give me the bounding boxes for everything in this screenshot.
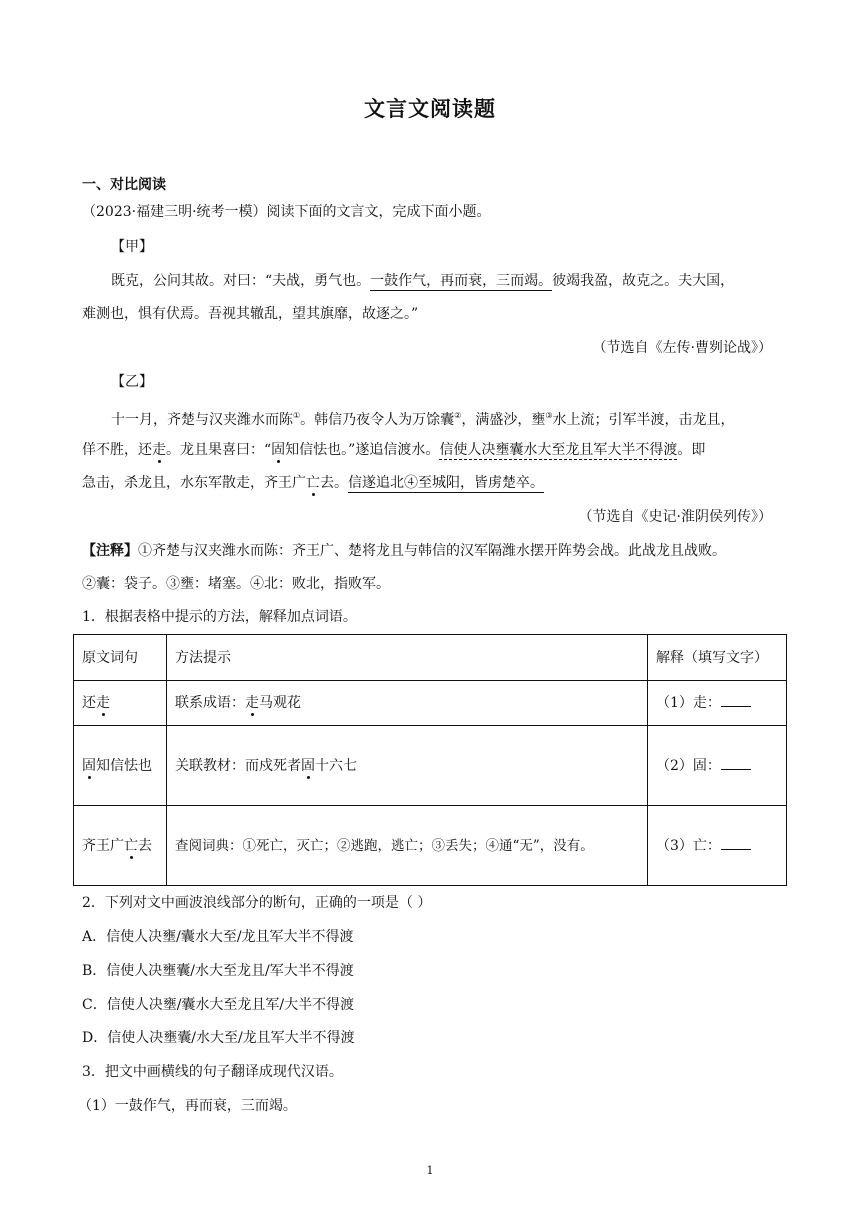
option-a[interactable]: A．信使人决壅/囊水大至/龙且军大半不得渡 [82,929,354,945]
passage-jia-line2: 难测也，惧有伏焉。吾视其辙乱，望其旗靡，故逐之。” [82,306,419,322]
dotted-word: 固 [271,442,286,458]
note-marker: ② [454,411,462,420]
dotted-word: 亡 [306,475,320,491]
option-b[interactable]: B．信使人决壅囊/水大至龙且/军大半不得渡 [82,963,354,979]
passage-text: 既克，公问其故。对曰：“夫战，勇气也。 [111,273,371,289]
question-3-stem: 3．把文中画横线的句子翻译成现代汉语。 [82,1064,343,1080]
original-phrase-cell [74,726,167,806]
passage-text: 彼竭我盈，故克之。夫大国， [552,273,735,289]
dotted-word: 固 [82,757,96,774]
table-header-cell: 方法提示 [167,635,648,681]
dotted-word: 走 [152,442,166,458]
note-marker: ① [293,411,301,420]
section-heading: 一、对比阅读 [82,177,166,193]
table-header-row [74,635,787,681]
passage-text: 急击，杀龙且，水东军散走，齐王广 [82,475,306,491]
passage-text: ，满盛沙，壅 [461,412,546,428]
method-hint-cell [167,806,648,886]
passage-yi-source: （节选自《史记·淮阴侯列传》） [578,509,772,525]
dotted-word: 走 [245,695,259,711]
table-header-cell: 解释（填写文字） [648,635,787,681]
answer-cell[interactable] [648,806,787,886]
answer-label: （3）亡： [656,837,721,854]
passage-text: 。即 [677,442,706,458]
notes-line2: ②囊：袋子。③壅：堵塞。④北：败北，指败军。 [82,576,390,592]
method-hint-cell [167,726,648,806]
phrase-text: 还 [82,695,96,711]
table-row [74,726,787,806]
passage-jia-label: 【甲】 [111,239,153,255]
dotted-word: 固 [301,757,315,774]
question-1-table [73,634,787,886]
option-d[interactable]: D．信使人决壅囊/水大至/龙且军大半不得渡 [82,1030,355,1046]
table-row [74,806,787,886]
notes-text: ①齐楚与汉夹潍水而陈：齐王广、楚将龙且与韩信的汉军隔潍水摆开阵势会战。此战龙且战败。 [138,543,726,559]
phrase-text: 知信怯也 [96,757,152,774]
passage-text: 去。 [320,475,348,491]
table-header-cell: 原文词句 [74,635,167,681]
dotted-word: 亡 [124,837,138,854]
hint-text: 联系成语： [175,695,245,711]
passage-yi-line3 [82,473,544,493]
dotted-word: 走 [96,695,110,711]
passage-text: 十一月，齐楚与汉夹潍水而陈 [111,412,293,428]
wavy-underlined-sentence: 信使人决壅囊水大至龙且军大半不得渡 [439,442,678,458]
answer-blank[interactable] [721,837,751,850]
answer-label: （1）走： [656,695,721,711]
notes-label: 【注释】 [82,543,138,559]
answer-cell[interactable] [648,726,787,806]
hint-text: 关联教材：而戍死者 [175,757,301,774]
hint-text: 马观花 [259,695,301,711]
note-marker: ③ [545,411,553,420]
method-hint-cell [167,681,648,726]
passage-yi-line2 [82,440,705,460]
passage-text: 。韩信乃夜令人为万馀囊 [300,412,455,428]
answer-cell[interactable] [648,681,787,726]
question-3-item-1: （1）一鼓作气，再而衰，三而竭。 [78,1098,297,1114]
underlined-sentence: 信遂追北④至城阳，皆虏楚卒。 [348,475,544,491]
answer-blank[interactable] [721,694,751,707]
table-row [74,681,787,726]
notes-line1 [82,541,726,561]
passage-text: 佯不胜，还 [82,442,152,458]
passage-text: 知信怯也。”遂追信渡水。 [285,442,440,458]
passage-text: 。龙且果喜曰：“ [166,442,272,458]
answer-blank[interactable] [721,757,751,770]
hint-text: 十六七 [315,757,357,774]
passage-text: 水上流；引军半渡，击龙且， [552,412,735,428]
original-phrase-cell [74,681,167,726]
phrase-text: 齐王广 [82,837,124,854]
passage-jia-line1 [111,271,734,291]
answer-label: （2）固： [656,757,721,774]
passage-yi-line1 [111,406,735,430]
hint-text: 查阅词典：①死亡，灭亡；②逃跑，逃亡；③丢失；④通“无”，没有。 [175,837,594,854]
question-2-stem: 2．下列对文中画波浪线部分的断句，正确的一项是（ ） [82,895,432,911]
passage-yi-label: 【乙】 [111,374,153,390]
underlined-sentence: 一鼓作气，再而衰，三而竭。 [370,273,553,289]
option-c[interactable]: C．信使人决壅/囊水大至龙且军/大半不得渡 [82,997,355,1013]
question-1-stem: 1．根据表格中提示的方法，解释加点词语。 [82,609,357,625]
passage-jia-source: （节选自《左传·曹刿论战》） [592,340,772,356]
original-phrase-cell [74,806,167,886]
page-title: 文言文阅读题 [364,96,496,121]
phrase-text: 去 [138,837,152,854]
page-number: 1 [426,1164,434,1177]
source-intro: （2023·福建三明·统考一模）阅读下面的文言文，完成下面小题。 [82,204,491,220]
